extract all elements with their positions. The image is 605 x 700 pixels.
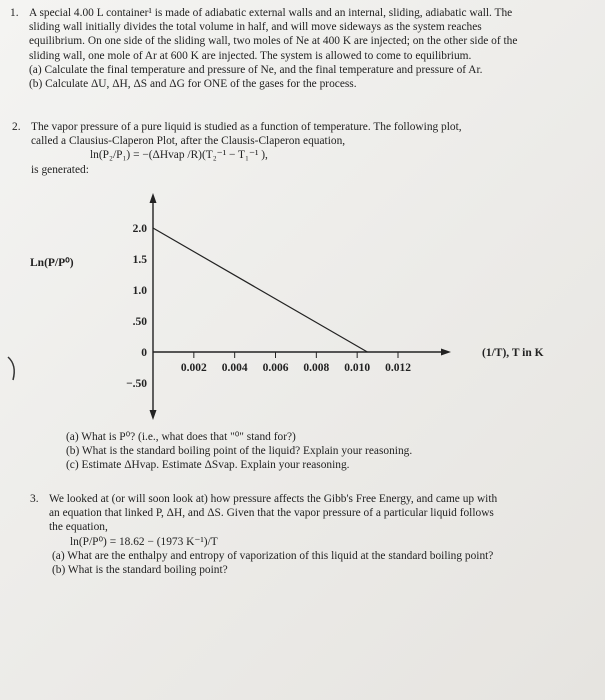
question-part-a: (a) What is P⁰? (i.e., what does that "⁰" stand for?) [66, 431, 296, 443]
y-tick-label: .50 [132, 316, 147, 328]
question-part-c: (c) Estimate ΔHvap. Estimate ΔSvap. Explain your reasoning. [66, 459, 350, 472]
question-text-line: The vapor pressure of a pure liquid is studied as a function of temperature. The following plot, [31, 121, 462, 133]
question-text-line: A special 4.00 L container¹ is made of adiabatic external walls and an internal, sliding, adiabatic wall. The [29, 7, 513, 19]
question-3 [30, 492, 590, 577]
question-text-line: is generated: [31, 163, 89, 176]
y-tick-label: −.50 [126, 378, 147, 390]
y-tick-label: 1.0 [132, 285, 147, 297]
question-text-line: We looked at (or will soon look at) how pressure affects the Gibb's Free Energy, and came up with [49, 493, 498, 505]
x-tick-label: 0.006 [262, 362, 289, 374]
x-axis-label: (1/T), T in K [482, 347, 544, 359]
y-tick-label: 2.0 [132, 223, 147, 235]
y-axis-label: Ln(P/P⁰) [30, 257, 74, 269]
question-part-b: (b) Calculate ΔU, ΔH, ΔS and ΔG for ONE of the gases for the process. [29, 78, 357, 91]
x-tick-label: 0.008 [303, 362, 330, 374]
question-text-line: the equation, [49, 521, 108, 534]
question-number: 1. [10, 7, 19, 19]
x-tick-label: 0.012 [385, 362, 411, 374]
question-2-parts [66, 430, 586, 473]
x-axis-arrow [441, 349, 451, 356]
question-part-b: (b) What is the standard boiling point of the liquid? Explain your reasoning. [66, 445, 413, 458]
vapor-pressure-equation: ln(P/P⁰) = 18.62 − (1973 K⁻¹)/T [70, 535, 218, 548]
y-axis-arrow-up [150, 193, 157, 203]
question-number: 3. [30, 493, 39, 505]
x-tick-label: 0.010 [344, 362, 371, 374]
y-tick-label: 1.5 [132, 254, 147, 266]
question-text-line: an equation that linked P, ΔH, and ΔS. Given that the vapor pressure of a particular liquid follows [49, 507, 494, 520]
question-text-line: equilibrium. On one side of the sliding wall, two moles of Ne at 400 K are injected; on the other side of the [29, 35, 518, 48]
x-tick-label: 0.004 [221, 362, 248, 374]
y-axis-arrow-down [150, 410, 157, 420]
question-text-line: sliding wall initially divides the total volume in half, and will move sideways as the system reaches [29, 21, 482, 34]
margin-mark [8, 357, 14, 380]
question-text-line: sliding wall, one mole of Ar at 600 K are injected. The system is allowed to come to equilibrium. [29, 49, 472, 62]
question-part-a: (a) What are the enthalpy and entropy of vaporization of this liquid at the standard boiling point? [52, 549, 494, 562]
x-tick-label: 0.002 [180, 362, 207, 374]
question-part-b: (b) What is the standard boiling point? [52, 564, 228, 577]
question-part-a: (a) Calculate the final temperature and pressure of Ne, and the final temperature and pressure of Ar. [29, 63, 483, 76]
data-line [153, 228, 367, 352]
question-number: 2. [12, 121, 21, 133]
y-tick-label: 0 [141, 347, 147, 359]
clausius-clapeyron-equation: ln(P₂/P₁) = −(ΔHvap /R)(T₂⁻¹ − T₁⁻¹ ), [90, 149, 268, 162]
question-text-line: called a Clausius-Claperon Plot, after the Clausis-Claperon equation, [31, 135, 346, 148]
